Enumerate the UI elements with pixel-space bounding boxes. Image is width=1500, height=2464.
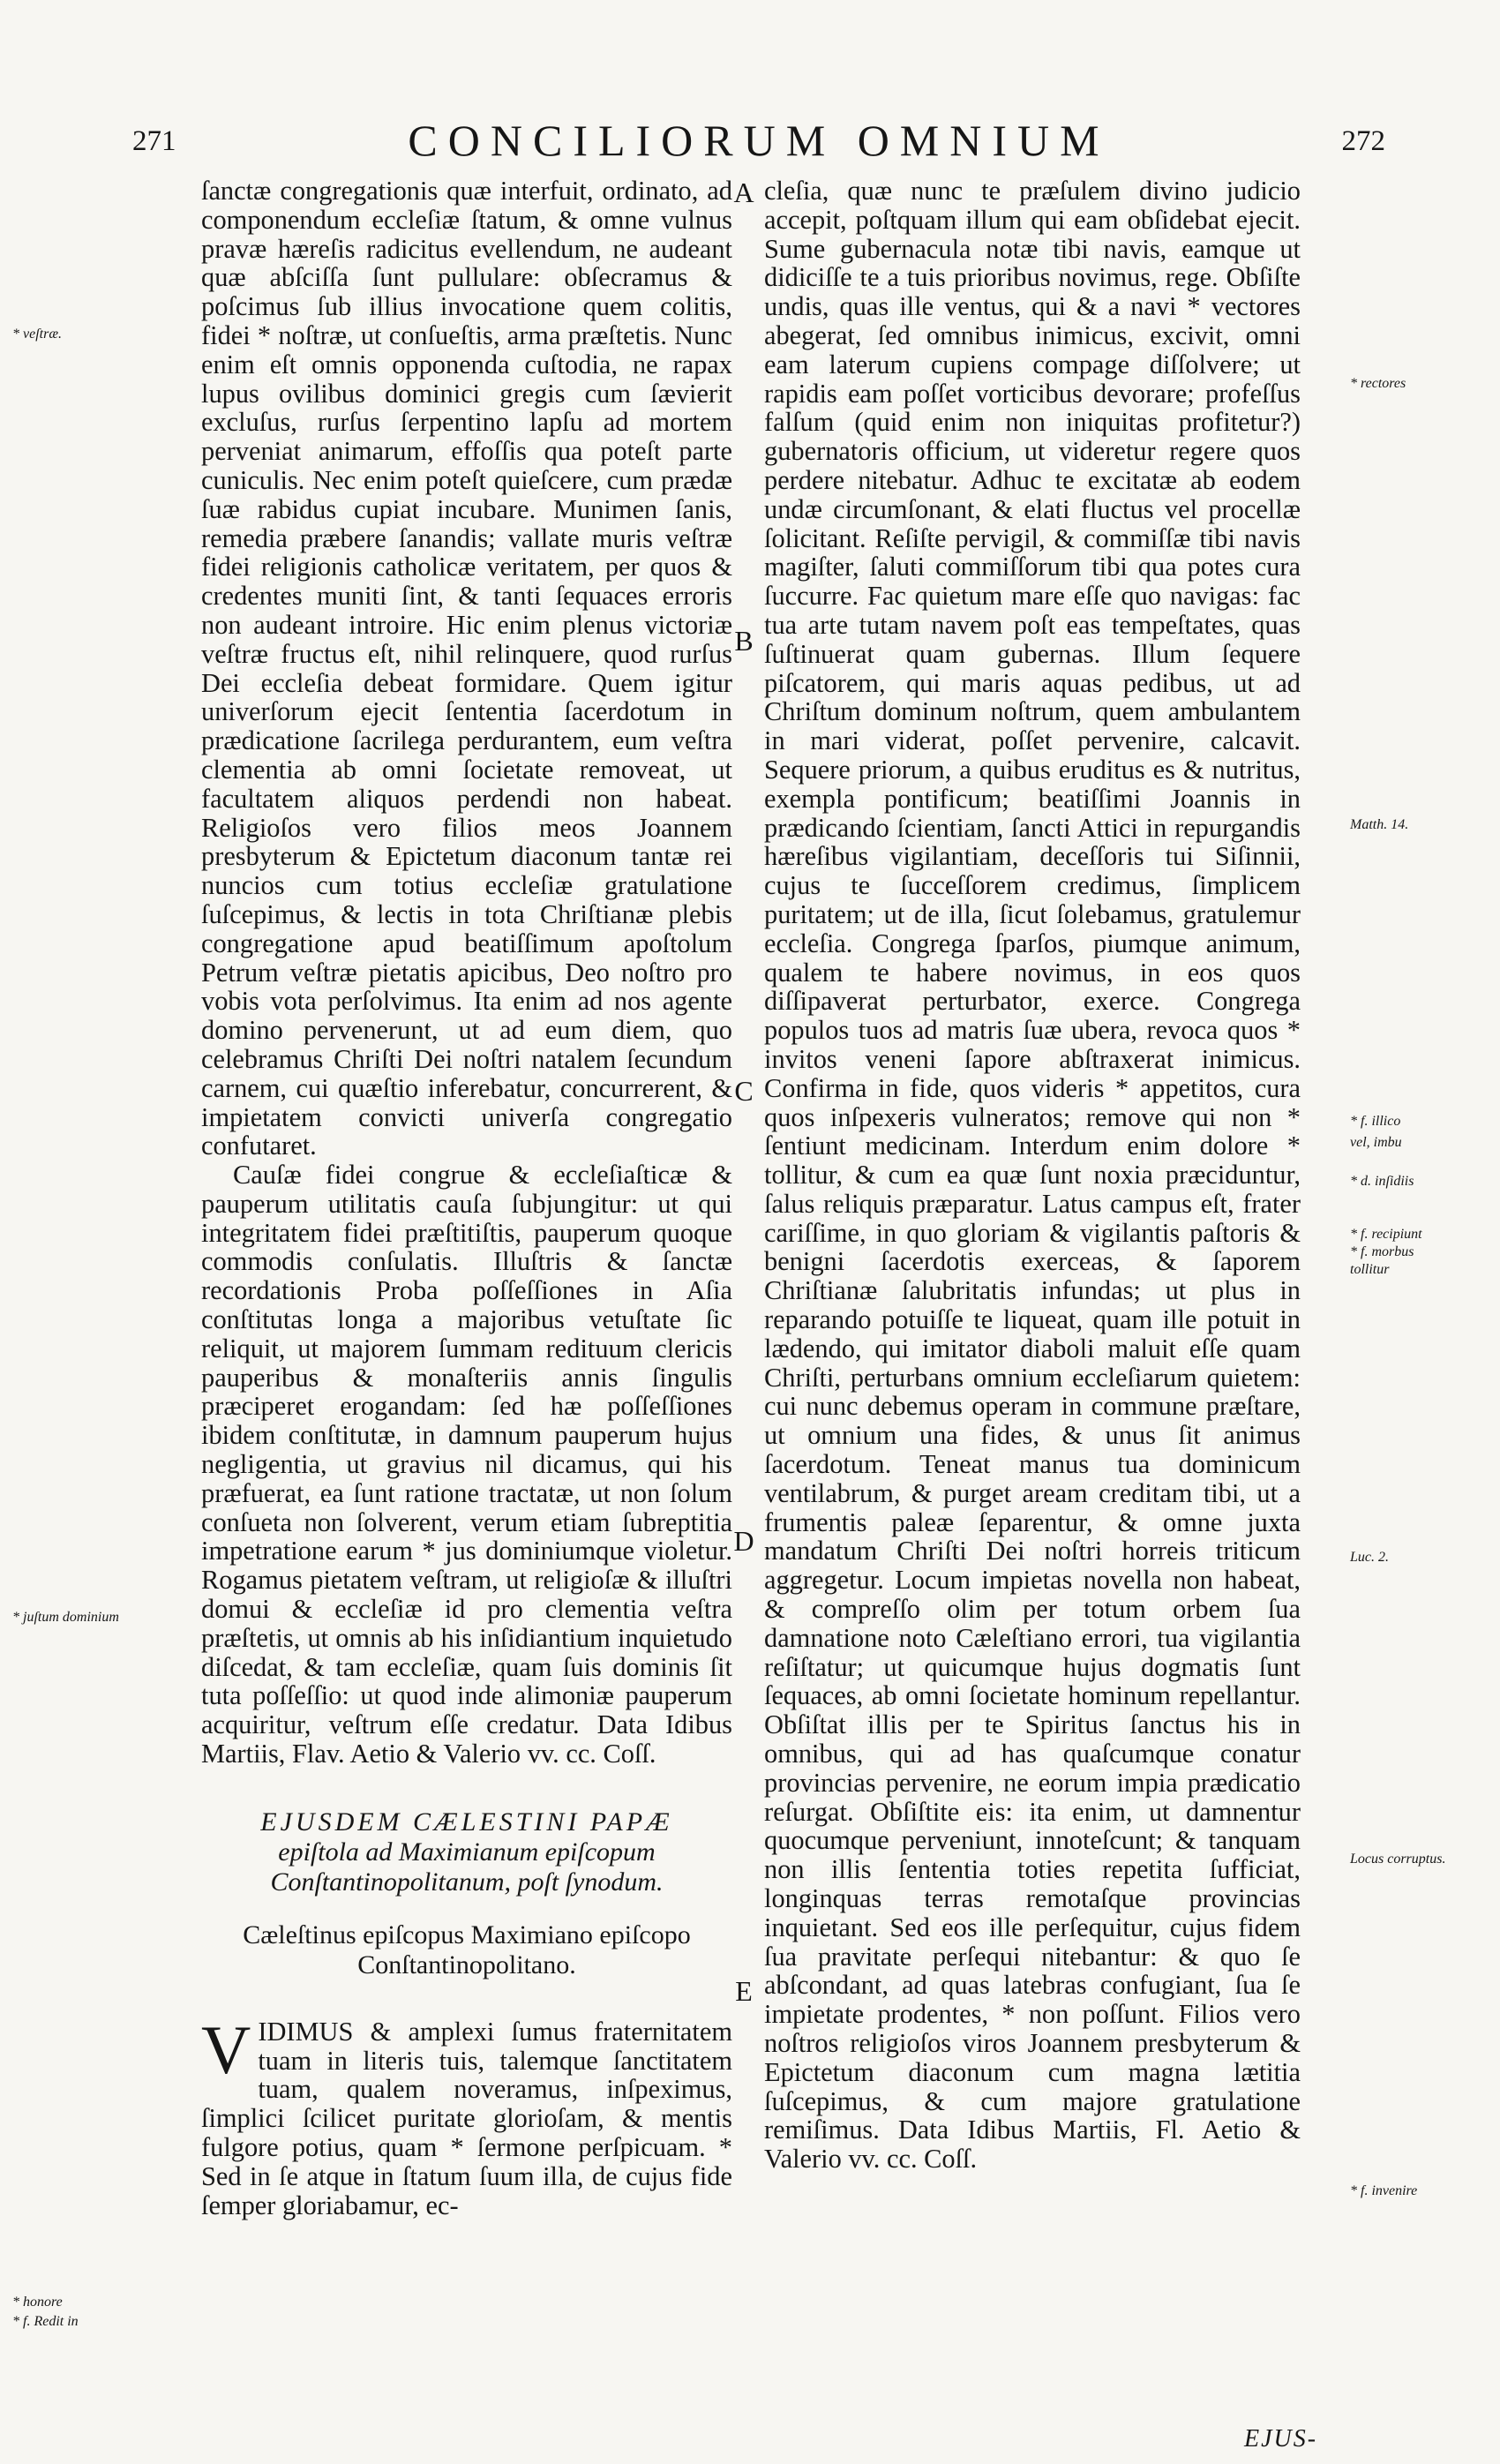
margin-note-left: * f. Redit in — [12, 2314, 79, 2329]
section-letter-e: E — [735, 1975, 753, 2007]
running-title: CONCILIORUM OMNIUM — [408, 116, 1110, 165]
margin-note-right: Matth. 14. — [1350, 817, 1409, 832]
letter-body — [201, 2010, 732, 2220]
margin-note-left: * honore — [12, 2295, 63, 2310]
letter-opening-text: IDIMUS & amplexi ſumus fraternitatem tuam in literis tuis, talemque ſanctitatem tuam, qualem noveramus, inſpeximus, ſimplici ſcilicet puritate glorioſam, & mentis fulgore potius, quam * ſermone perſpicuam. * Sed in ſe atque in ſtatum ſuum illa, de cujus fide ſemper gloriabamur, ec- — [201, 2016, 732, 2220]
section-letter-a: A — [733, 177, 754, 208]
salutation-line-2: Conſtantinopolitano. — [357, 1949, 576, 1979]
left-column-paragraph-2: Cauſæ fidei congrue & eccleſiaſticæ & pauperum utilitatis cauſa ſubjungitur: ut qui integritatem fidei præſtitiſtis, pauperum quoque commodis conſulatis. Illuſtris & ſanctæ recordationis Proba poſſeſſiones in Aſia conſtitutas longa a majoribus vetuſtate ſic reliquit, ut majorem ſummam redituum clericis pauperibus & monaſteriis annis ſingulis præciperet erogandam: ſed hæ poſſeſſiones ibidem conſtitutæ, in damnum pauperum hujus negligentia, ut gravius nil dicamus, qui his præfuerat, ea ſunt ratione tractatæ, ut non ſolum conſueta non ſolverent, verum etiam ſubreptitia impetratione earum * jus dominiumque violetur. Rogamus pietatem veſtram, ut religioſæ & illuſtri domui & eccleſiæ id pro clementia veſtra præſtetis, ut omnis ab his inſidiantium inquietudo diſcedat, & tam eccleſiæ, quam ſuis dominis ſit tuta poſſeſſio: ut quod inde alimoniæ pauperum acquiritur, veſtrum eſſe credatur. Data Idibus Martiis, Flav. Aetio & Valerio vv. cc. Coſſ. — [201, 1160, 732, 1769]
catchword: EJUS- — [1244, 2425, 1318, 2453]
letter-heading-caps: EJUSDEM CÆLESTINI PAPÆ — [260, 1807, 673, 1837]
letter-heading-subtitle: epiſtola ad Maximianum epiſcopum Conſtantinopolitanum, poſt ſynodum. — [270, 1837, 664, 1897]
margin-note-left: * juſtum dominium — [12, 1610, 119, 1625]
margin-note-right: * rectores — [1350, 376, 1406, 391]
letter-heading — [201, 1807, 732, 1897]
margin-note-right: * f. recipiunt — [1350, 1227, 1422, 1242]
right-column-text: cleſia, quæ nunc te præſulem divino judicio accepit, poſtquam illum qui eam obſidebat ejecit. Sume gubernacula notæ tibi navis, eamque ut didiciſſe te a tuis prioribus novimus, rege. Obſiſte undis, quas ille ventus, qui & a navi * vectores abegerat, ſed omnibus inimicus, excivit, omni eam laterum cupiens compage diſſolvere; ut rapidis eam poſſet vorticibus devorare; profeſſus falſum (quid enim non iniquitas profitetur?) gubernatoris officium, ut videretur regere quos perdere nitebatur. Adhuc te excitatæ ab eodem undæ circumſonant, & elati fluctus vel procellæ ſolicitant. Reſiſte pervigil, & commiſſæ tibi navis magiſter, ſaluti commiſſorum tibi qua potes cura ſuccurre. Fac quietum mare eſſe quo navigas: fac tua arte tutam navem poſt eas tempeſtates, quas ſuſtinuerat quam gubernas. Illum ſequere piſcatorem, qui maris aquas pedibus, ut ad Chriſtum dominum noſtrum, quem ambulantem in mari viderat, poſſet pervenire, calcavit. Sequere priorum, a quibus eruditus es & nutritus, exempla pontificum; beatiſſimi Joannis in prædicando ſcientiam, ſancti Attici in repurgandis hæreſibus vigilantiam, deceſſoris tui Siſinnii, cujus te ſucceſſorem credimus, ſimplicem puritatem; ut de illa, ſicut ſolebamus, gratulemur eccleſia. Congrega ſparſos, piumque animum, qualem te habere novimus, in eos quos diſſipaverat perturbator, exerce. Congrega populos tuos ad matris ſuæ ubera, revoca quos * invitos veneni ſapore abſtraxerat inimicus. Confirma in fide, quos videris * appetitos, cura quos inſpexeris vulneratos; remove qui non * ſentiunt medicinam. Interdum enim dolore * tollitur, & cum ea quæ ſunt noxia præciduntur, ſalus reliquis præparatur. Latus campus eſt, frater cariſſime, in quo gloriam & vigilantis paſtoris & benigni ſacerdotis exerceas, & ſaporem Chriſtianæ ſalubritatis infundas; ut plus in reparando potuiſſe te liqueat, quam ille potuit in lædendo, qui imitator diaboli maluit eſſe quam Chriſti, perturbans omnium eccleſiarum quietem: cui nunc debemus operam in commune præſtare, ut omnium una fides, & unus ſit animus ſacerdotum. Teneat manus tua dominicum ventilabrum, & purget aream creditam tibi, ut a frumentis paleæ ſeparentur, & omne juxta mandatum Chriſti Dei noſtri horreis triticum aggregetur. Locum impietas novella non habeat, & compreſſo olim per totum orbem ſua damnatione noto Cæleſtiano errori, tua vigilantia reſiſtatur; ut quicumque hujus dogmatis ſunt ſequaces, ab omni ſocietate hominum repellantur. Obſiſtat illis per te Spiritus ſanctus his in omnibus, qui ad has quaſcumque conatur provincias pervenire, ne eorum impia prædicatio reſurgat. Obſiſtite eis: ita enim, ut damnentur quocumque perveniunt, innoteſcunt; & tanquam non illis ſententia toties repetita ſufficiat, longinquas terras remotaſque provincias inquietant. Sed eos ille perſequitur, cujus fidem ſua pravitate perſequi nitebantur: & quo ſe abſcondant, ad quas latebras confugiant, ſua ſe impietate prodentes, * non poſſunt. Filios vero noſtros religioſos viros Joannem presbyterum & Epictetum diaconum cum magna lætitia ſuſcepimus, & cum majore gratulatione remiſimus. Data Idibus Martiis, Fl. Aetio & Valerio vv. cc. Coſſ. — [764, 176, 1301, 2175]
margin-note-right: * d. inſidiis — [1350, 1174, 1414, 1189]
margin-note-right: Luc. 2. — [1350, 1550, 1389, 1565]
salutation-line-1: Cæleſtinus epiſcopus Maximiano epiſcopo — [243, 1919, 691, 1949]
margin-note-right: * f. morbus — [1350, 1244, 1414, 1259]
margin-note-right: * f. illico — [1350, 1114, 1401, 1129]
page-header — [132, 115, 1385, 168]
right-page-number: 272 — [1341, 125, 1385, 157]
margin-note-left: * veſtræ. — [12, 327, 62, 342]
drop-cap: V — [201, 2010, 251, 2088]
margin-note-right: vel, imbu — [1350, 1135, 1402, 1150]
section-letter-c: C — [734, 1075, 754, 1107]
margin-note-right: Locus corruptus. — [1350, 1852, 1446, 1867]
section-letter-b: B — [734, 625, 754, 657]
right-column — [764, 177, 1301, 2174]
left-column — [201, 177, 732, 2220]
left-column-paragraph-1: ſanctæ congregationis quæ interfuit, ordinato, ad componendum eccleſiæ ſtatum, & omne vulnus pravæ hæreſis radicitus evellendum, ne audeant quæ abſciſſa ſunt pullulare: obſecramus & poſcimus ſub illius invocatione quem colitis, fidei * noſtræ, ut conſueſtis, arma præſtetis. Nunc enim eſt omnis opponenda cuſtodia, ne rapax lupus ovilibus dominici gregis cum ſævierit excluſus, rurſus ſerpentino lapſu ad mortem perveniat animarum, effoſſis qua poteſt parte cuniculis. Nec enim poteſt quieſcere, cum prædæ ſuæ rabidus cupiat incubare. Munimen ſanis, remedia præbere ſanandis; vallate muris veſtræ fidei religionis catholicæ veritatem, per quos & credentes muniti ſint, & tanti ſequaces erroris non audeant introire. Hic enim plenus victoriæ veſtræ fructus eſt, nihil relinquere, quod rurſus Dei eccleſia debeat formidare. Quem igitur univerſorum ejecit ſententia ſacerdotum in prædicatione ſacrilega perdurantem, eum veſtra clementia ab omni ſocietate removeat, ut facultatem aliquos perdendi non habeat. Religioſos vero filios meos Joannem presbyterum & Epictetum diaconum tantæ rei nuncios cum totius eccleſiæ gratulatione ſuſcepimus, & lectis in tota Chriſtianæ plebis congregatione apud beatiſſimum apoſtolum Petrum veſtræ pietatis apicibus, Deo noſtro pro vobis vota perſolvimus. Ita enim ad nos agente domino pervenerunt, ut ad eum diem, quo celebramus Chriſti Dei noſtri natalem ſecundum carnem, cui quæſtio inferebatur, concurrerent, & impietatem convicti univerſa congregatio confutaret. — [201, 176, 732, 1161]
margin-note-right: tollitur — [1350, 1262, 1390, 1277]
salutation — [201, 1920, 732, 1980]
section-letter-d: D — [733, 1525, 754, 1557]
left-page-number: 271 — [132, 125, 176, 157]
margin-note-right: * f. invenire — [1350, 2183, 1418, 2198]
